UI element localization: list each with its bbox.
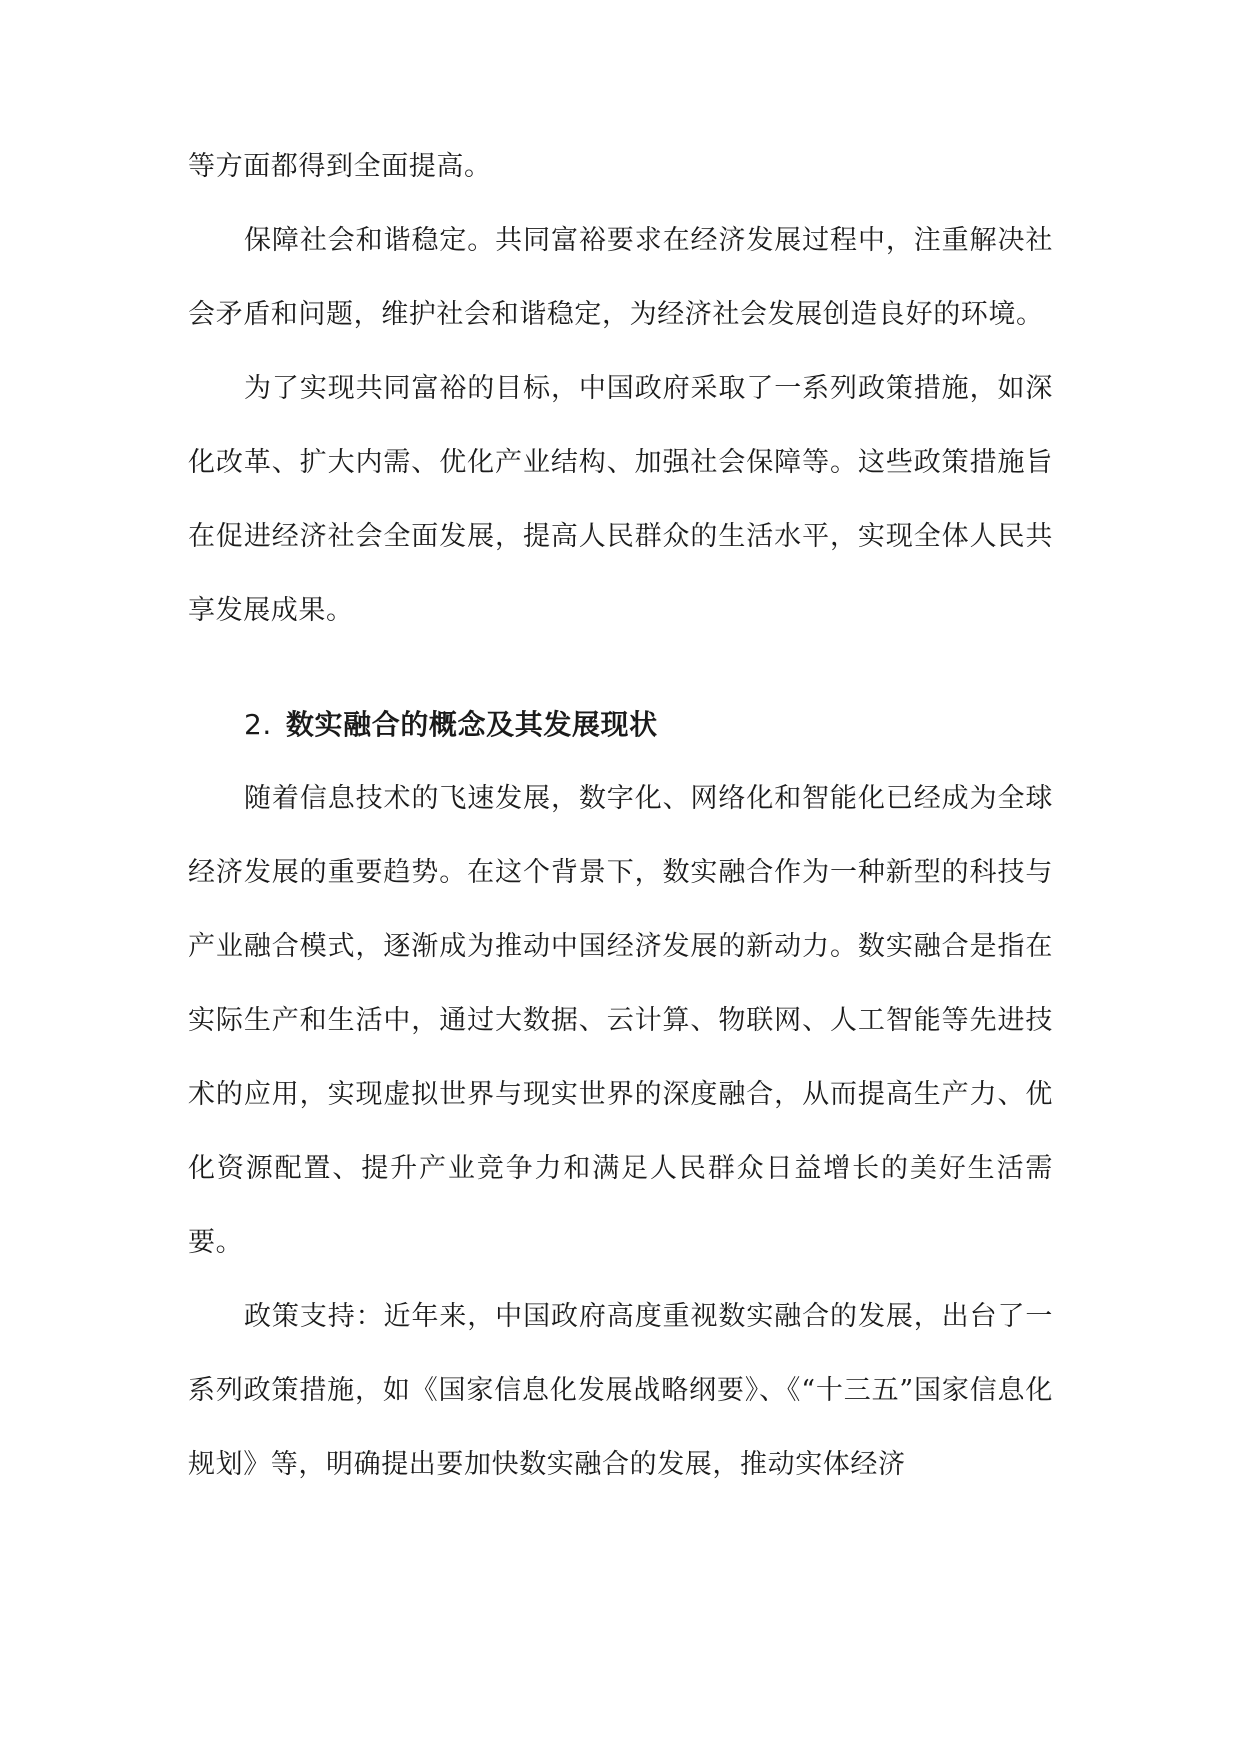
section-title: 数实融合的概念及其发展现状: [285, 708, 658, 741]
paragraph-social-stability: 保障社会和谐稳定。共同富裕要求在经济发展过程中，注重解决社会矛盾和问题，维护社会和谐稳定，为经济社会发展创造良好的环境。: [188, 225, 1053, 330]
paragraph-policy-measures: 为了实现共同富裕的目标，中国政府采取了一系列政策措施，如深化改革、扩大内需、优化产业结构、加强社会保障等。这些政策措施旨在促进经济社会全面发展，提高人民群众的生活水平，实现全体人民共享发展成果。: [188, 373, 1053, 626]
paragraph-concept: 随着信息技术的飞速发展，数字化、网络化和智能化已经成为全球经济发展的重要趋势。在这个背景下，数实融合作为一种新型的科技与产业融合模式，逐渐成为推动中国经济发展的新动力。数实融合是指在实际生产和生活中，通过大数据、云计算、物联网、人工智能等先进技术的应用，实现虚拟世界与现实世界的深度融合，从而提高生产力、优化资源配置、提升产业竞争力和满足人民群众日益增长的美好生活需要。: [188, 783, 1053, 1258]
section-number: 2.: [244, 708, 272, 741]
document-body: [188, 130, 1053, 1502]
paragraph-policy-support: 政策支持：近年来，中国政府高度重视数实融合的发展，出台了一系列政策措施，如《国家信息化发展战略纲要》、《“十三五”国家信息化规划》等，明确提出要加快数实融合的发展，推动实体经济: [188, 1301, 1053, 1480]
section-heading: [188, 688, 1053, 762]
paragraph-continuation: 等方面都得到全面提高。: [188, 151, 492, 182]
